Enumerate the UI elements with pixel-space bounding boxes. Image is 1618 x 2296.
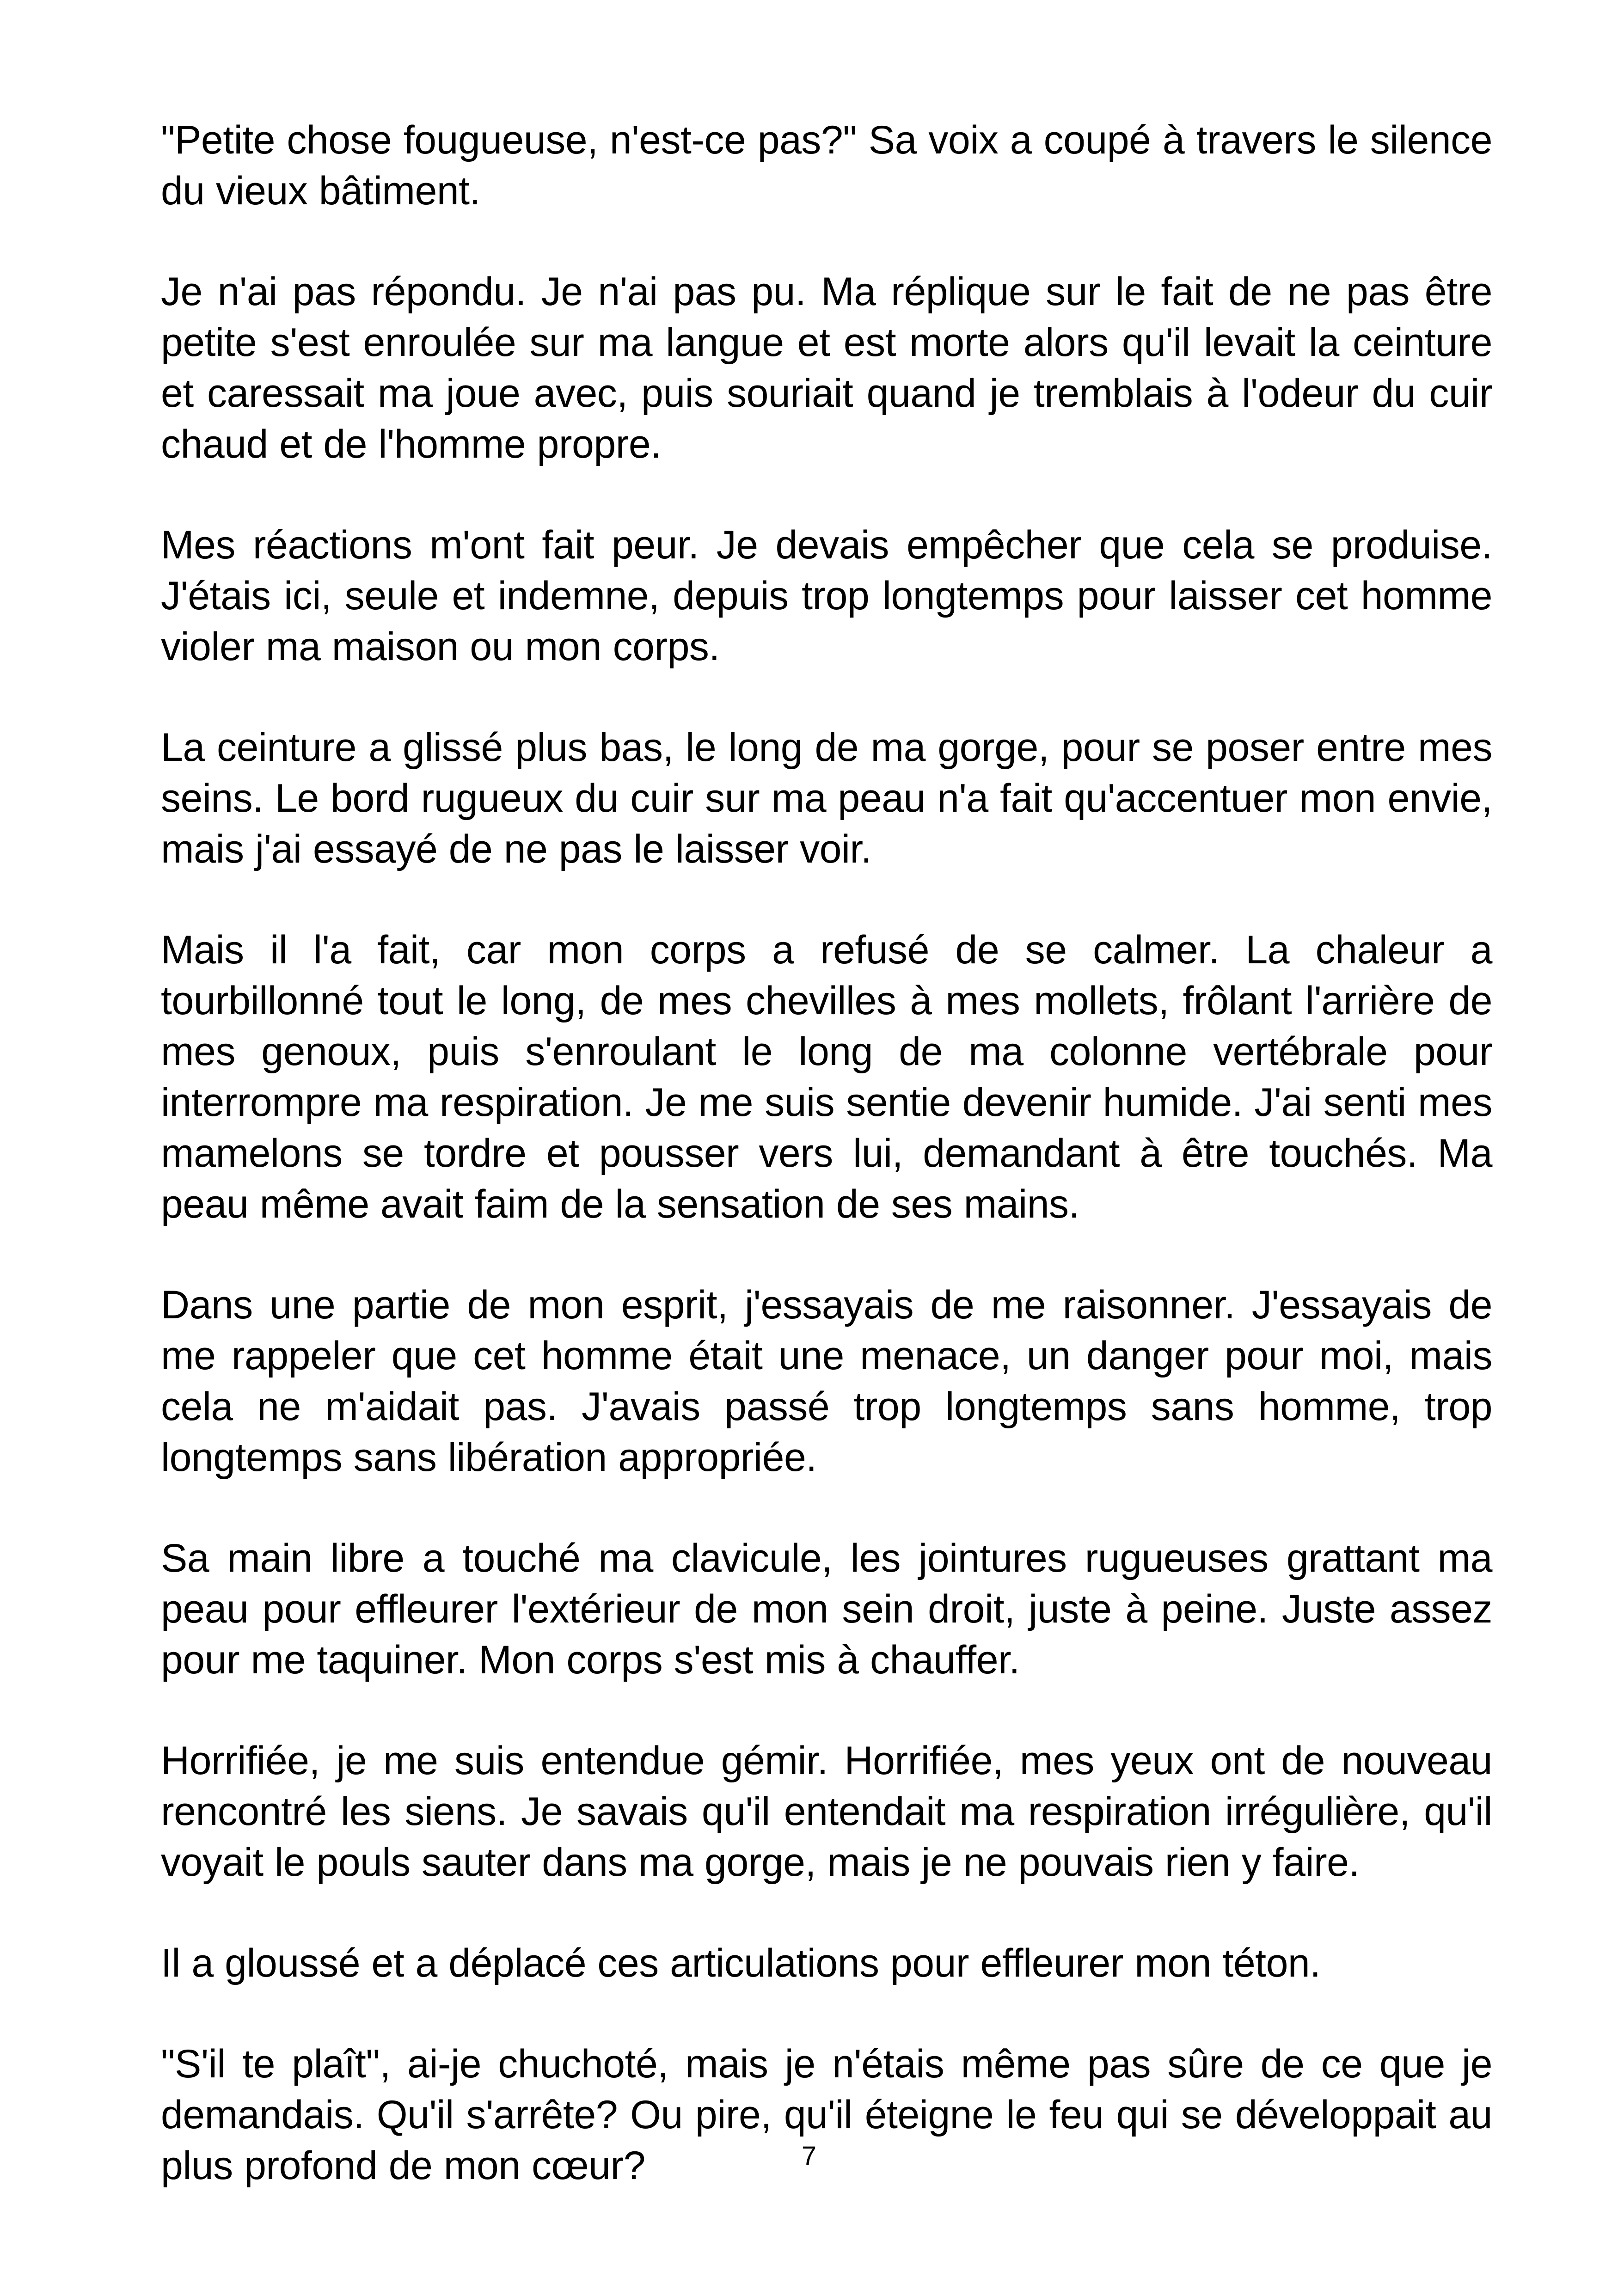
page-number: 7 <box>801 2141 817 2171</box>
paragraph-2: Je n'ai pas répondu. Je n'ai pas pu. Ma réplique sur le fait de ne pas être petite s'est enroulée sur ma langue et est morte alors qu'il levait la ceinture et caressait ma joue avec, puis souriait quand je tremblais à l'odeur du cuir chaud et de l'homme propre. <box>161 269 1492 466</box>
paragraph-6: Dans une partie de mon esprit, j'essayais de me raisonner. J'essayais de me rappeler que cet homme était une menace, un danger pour moi, mais cela ne m'aidait pas. J'avais passé trop longtemps sans homme, trop longtemps sans libération appropriée. <box>161 1283 1492 1480</box>
body-text <box>161 115 1492 2241</box>
paragraph-3: Mes réactions m'ont fait peur. Je devais empêcher que cela se produise. J'étais ici, seule et indemne, depuis trop longtemps pour laisser cet homme violer ma maison ou mon corps. <box>161 523 1492 669</box>
paragraph-9: Il a gloussé et a déplacé ces articulations pour effleurer mon téton. <box>161 1941 1321 1985</box>
paragraph-10: "S'il te plaît", ai-je chuchoté, mais je n'étais même pas sûre de ce que je demandais. Qu'il s'arrête? Ou pire, qu'il éteigne le feu qui se développait au plus profond de mon cœur? <box>161 2042 1492 2188</box>
paragraph-5: Mais il l'a fait, car mon corps a refusé de se calmer. La chaleur a tourbillonné tout le long, de mes chevilles à mes mollets, frôlant l'arrière de mes genoux, puis s'enroulant le long de ma colonne vertébrale pour interrompre ma respiration. Je me suis sentie devenir humide. J'ai senti mes mamelons se tordre et pousser vers lui, demandant à être touchés. Ma peau même avait faim de la sensation de ses mains. <box>161 928 1492 1226</box>
paragraph-7: Sa main libre a touché ma clavicule, les jointures rugueuses grattant ma peau pour effleurer l'extérieur de mon sein droit, juste à peine. Juste assez pour me taquiner. Mon corps s'est mis à chauffer. <box>161 1536 1492 1682</box>
paragraph-1: "Petite chose fougueuse, n'est-ce pas?" Sa voix a coupé à travers le silence du vieux bâtiment. <box>161 118 1492 213</box>
paragraph-8: Horrifiée, je me suis entendue gémir. Horrifiée, mes yeux ont de nouveau rencontré les siens. Je savais qu'il entendait ma respiration irrégulière, qu'il voyait le pouls sauter dans ma gorge, mais je ne pouvais rien y faire. <box>161 1739 1492 1885</box>
paragraph-4: La ceinture a glissé plus bas, le long de ma gorge, pour se poser entre mes seins. Le bord rugueux du cuir sur ma peau n'a fait qu'accentuer mon envie, mais j'ai essayé de ne pas le laisser voir. <box>161 725 1492 871</box>
